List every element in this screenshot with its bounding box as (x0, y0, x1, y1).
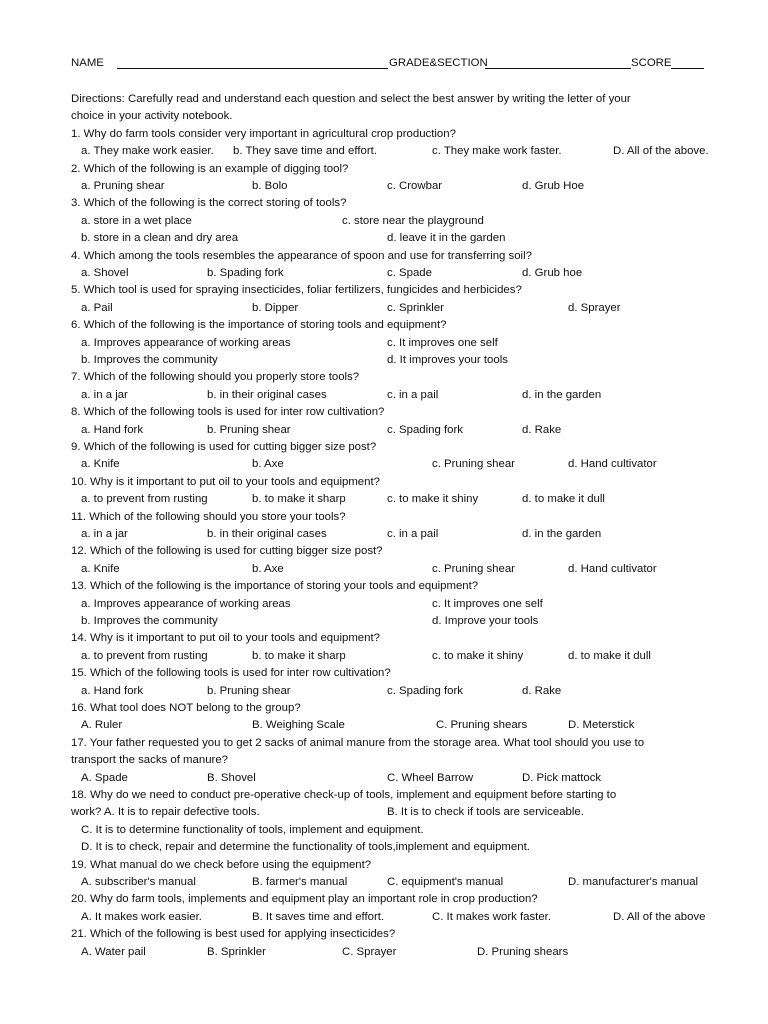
options-line (71, 770, 724, 787)
question-line (71, 369, 724, 386)
grade-section-label: GRADE&SECTION (389, 57, 488, 69)
option-text: c. to make it shiny (387, 493, 479, 506)
question-line (71, 578, 724, 595)
option-text: d. It improves your tools (387, 354, 508, 366)
question-text: 4. Which among the tools resembles the appearance of spoon and use for transferring soil? (71, 249, 532, 262)
question-line (71, 665, 724, 682)
question-line (71, 926, 724, 943)
options-line (71, 613, 724, 630)
option-text: b. in their original cases (207, 528, 327, 540)
option-text: C. It is to determine functionality of tools, implement and equipment. (81, 823, 424, 836)
option-text: B. It saves time and effort. (252, 910, 385, 923)
option-text: a. Shovel (81, 267, 129, 279)
question-line (71, 317, 724, 334)
options-line (71, 804, 724, 821)
options-line (71, 874, 724, 891)
option-text: c. in a pail (387, 528, 439, 540)
question-text: 7. Which of the following should you properly store tools? (71, 371, 360, 384)
option-text: d. to make it dull (568, 649, 651, 662)
option-text: C. Sprayer (342, 945, 397, 958)
option-text: A. It makes work easier. (81, 910, 202, 923)
question-line (71, 439, 724, 456)
score-label: SCORE (631, 57, 672, 69)
question-text: 18. Why do we need to conduct pre-operative check-up of tools, implement and equipment before starting to (71, 789, 617, 801)
option-text: A. Ruler (81, 719, 123, 732)
option-text: D. It is to check, repair and determine the functionality of tools,implement and equipment. (81, 841, 530, 854)
option-text: d. Grub Hoe (522, 180, 585, 192)
option-text: A. Water pail (81, 945, 146, 958)
question-text: 5. Which tool is used for spraying insecticides, foliar fertilizers, fungicides and herbicides? (71, 284, 522, 297)
header-row (71, 55, 724, 72)
options-line (71, 352, 724, 369)
directions-line-2: choice in your activity notebook. (71, 110, 233, 123)
option-text: d. Hand cultivator (568, 562, 657, 575)
options-line (71, 143, 724, 160)
question-text: transport the sacks of manure? (71, 754, 229, 767)
option-text: a. Hand fork (81, 684, 144, 697)
option-text: c. Pruning shear (432, 562, 515, 575)
options-line (71, 909, 724, 926)
option-text: b. to make it sharp (252, 493, 346, 506)
question-line (71, 752, 724, 769)
directions-line-1: Directions: Carefully read and understand each question and select the best answer by writing the letter of your (71, 93, 631, 105)
option-text: b. store in a clean and dry area (81, 232, 239, 245)
options-line (71, 596, 724, 613)
options-line (71, 561, 724, 578)
option-text: d. Grub hoe (522, 267, 583, 279)
options-line (71, 422, 724, 439)
question-line (71, 700, 724, 717)
option-text: B. It is to check if tools are serviceable. (387, 806, 584, 819)
option-text: a. Improves appearance of working areas (81, 336, 291, 349)
question-text: 9. Which of the following is used for cutting bigger size post? (71, 441, 377, 453)
option-text: c. It improves one self (432, 597, 543, 610)
options-line (71, 526, 724, 543)
option-text: d. Rake (522, 684, 562, 697)
option-text: D. All of the above. (613, 145, 709, 158)
name-blank[interactable] (117, 68, 388, 69)
question-line (71, 509, 724, 526)
option-text: c. to make it shiny (432, 649, 524, 662)
question-text: 11. Which of the following should you store your tools? (71, 510, 346, 523)
option-text: a. in a jar (81, 528, 128, 540)
option-text: b. Bolo (252, 180, 288, 192)
option-text: C. Wheel Barrow (387, 771, 474, 784)
question-text: 15. Which of the following tools is used for inter row cultivation? (71, 667, 391, 680)
option-text: d. in the garden (522, 528, 602, 540)
options-line (71, 456, 724, 473)
option-text: c. Crowbar (387, 180, 443, 192)
option-text: a. Pail (81, 301, 113, 314)
question-text: 2. Which of the following is an example of digging tool? (71, 162, 349, 175)
options-line (71, 213, 724, 230)
question-text: 8. Which of the following tools is used for inter row cultivation? (71, 406, 385, 419)
option-text: d. leave it in the garden (387, 232, 506, 245)
question-line (71, 404, 724, 421)
option-text: C. It makes work faster. (432, 910, 552, 923)
option-text: c. Spading fork (387, 684, 463, 697)
question-line (71, 787, 724, 804)
option-text: D. All of the above (613, 910, 706, 923)
options-line (71, 683, 724, 700)
option-text: d. Sprayer (568, 301, 621, 314)
option-text: a. Pruning shear (81, 180, 165, 192)
question-line (71, 543, 724, 560)
option-text: D. Pruning shears (477, 945, 569, 958)
option-text: D. Meterstick (568, 719, 635, 732)
option-text: B. farmer's manual (252, 876, 348, 888)
option-text: a. to prevent from rusting (81, 649, 208, 662)
option-text: b. Spading fork (207, 267, 284, 279)
question-text: 12. Which of the following is used for cutting bigger size post? (71, 545, 383, 558)
option-text: b. They save time and effort. (233, 145, 377, 158)
options-line (71, 648, 724, 665)
option-text: b. Axe (252, 458, 284, 471)
options-line (71, 822, 724, 839)
option-text: c. Sprinkler (387, 301, 444, 314)
option-text: D. manufacturer's manual (568, 876, 699, 888)
question-text: 1. Why do farm tools consider very important in agricultural crop production? (71, 127, 456, 140)
options-line (71, 839, 724, 856)
option-text: d. to make it dull (522, 493, 605, 506)
options-line (71, 300, 724, 317)
question-line (71, 891, 724, 908)
option-text: a. Knife (81, 562, 120, 575)
option-text: a. Knife (81, 458, 120, 471)
options-line (71, 717, 724, 734)
option-text: c. Spading fork (387, 423, 463, 436)
option-text: d. Improve your tools (432, 615, 539, 627)
options-line (71, 178, 724, 195)
option-text: b. Dipper (252, 301, 299, 314)
question-text: 14. Why is it important to put oil to your tools and equipment? (71, 632, 380, 645)
question-text: 6. Which of the following is the importance of storing tools and equipment? (71, 319, 447, 332)
question-line (71, 857, 724, 874)
option-text: d. Hand cultivator (568, 458, 657, 471)
option-text: c. They make work faster. (432, 145, 562, 158)
option-text: C. equipment's manual (387, 876, 504, 888)
question-line (71, 735, 724, 752)
question-line (71, 630, 724, 647)
question-text: 16. What tool does NOT belong to the group? (71, 702, 301, 714)
score-blank[interactable] (671, 68, 704, 69)
option-text: b. Pruning shear (207, 423, 291, 436)
option-text: c. store near the playground (342, 214, 484, 227)
question-text: 19. What manual do we check before using the equipment? (71, 858, 372, 871)
options-line (71, 265, 724, 282)
option-text: b. Pruning shear (207, 684, 291, 697)
option-text: d. in the garden (522, 388, 602, 401)
question-line (71, 161, 724, 178)
question-line (71, 248, 724, 265)
options-line (71, 230, 724, 247)
option-text: c. It improves one self (387, 336, 498, 349)
question-text: 17. Your father requested you to get 2 sacks of animal manure from the storage area. What tool should you use to (71, 736, 645, 749)
option-text: a. store in a wet place (81, 214, 192, 227)
option-text: C. Pruning shears (436, 719, 528, 732)
option-text: A. subscriber's manual (81, 876, 196, 888)
option-text: b. Axe (252, 562, 284, 575)
option-text: b. in their original cases (207, 388, 327, 401)
question-line (71, 126, 724, 143)
option-text: work? A. It is to repair defective tools. (71, 806, 260, 819)
options-line (71, 335, 724, 352)
option-text: c. Pruning shear (432, 458, 515, 471)
option-text: a. to prevent from rusting (81, 493, 208, 506)
options-line (71, 387, 724, 404)
options-line (71, 491, 724, 508)
question-line (71, 474, 724, 491)
option-text: b. Improves the community (81, 615, 218, 627)
grade-section-blank[interactable] (485, 68, 631, 69)
name-label: NAME (71, 57, 104, 69)
option-text: c. Spade (387, 267, 432, 279)
question-text: 3. Which of the following is the correct storing of tools? (71, 197, 347, 210)
options-line (71, 944, 724, 961)
question-text: 13. Which of the following is the importance of storing your tools and equipment? (71, 580, 479, 593)
option-text: d. Rake (522, 423, 562, 436)
question-line (71, 282, 724, 299)
option-text: a. Hand fork (81, 423, 144, 436)
question-text: 21. Which of the following is best used for applying insecticides? (71, 928, 396, 941)
option-text: a. in a jar (81, 388, 128, 401)
question-line (71, 195, 724, 212)
option-text: D. Pick mattock (522, 771, 602, 784)
option-text: a. Improves appearance of working areas (81, 597, 291, 610)
option-text: B. Weighing Scale (252, 719, 345, 732)
option-text: b. to make it sharp (252, 649, 346, 662)
option-text: b. Improves the community (81, 354, 218, 366)
question-text: 10. Why is it important to put oil to your tools and equipment? (71, 475, 380, 488)
question-text: 20. Why do farm tools, implements and equipment play an important role in crop production? (71, 893, 538, 906)
option-text: a. They make work easier. (81, 145, 214, 158)
option-text: A. Spade (81, 771, 128, 784)
option-text: c. in a pail (387, 388, 439, 401)
option-text: B. Shovel (207, 771, 256, 784)
option-text: B. Sprinkler (207, 945, 266, 958)
